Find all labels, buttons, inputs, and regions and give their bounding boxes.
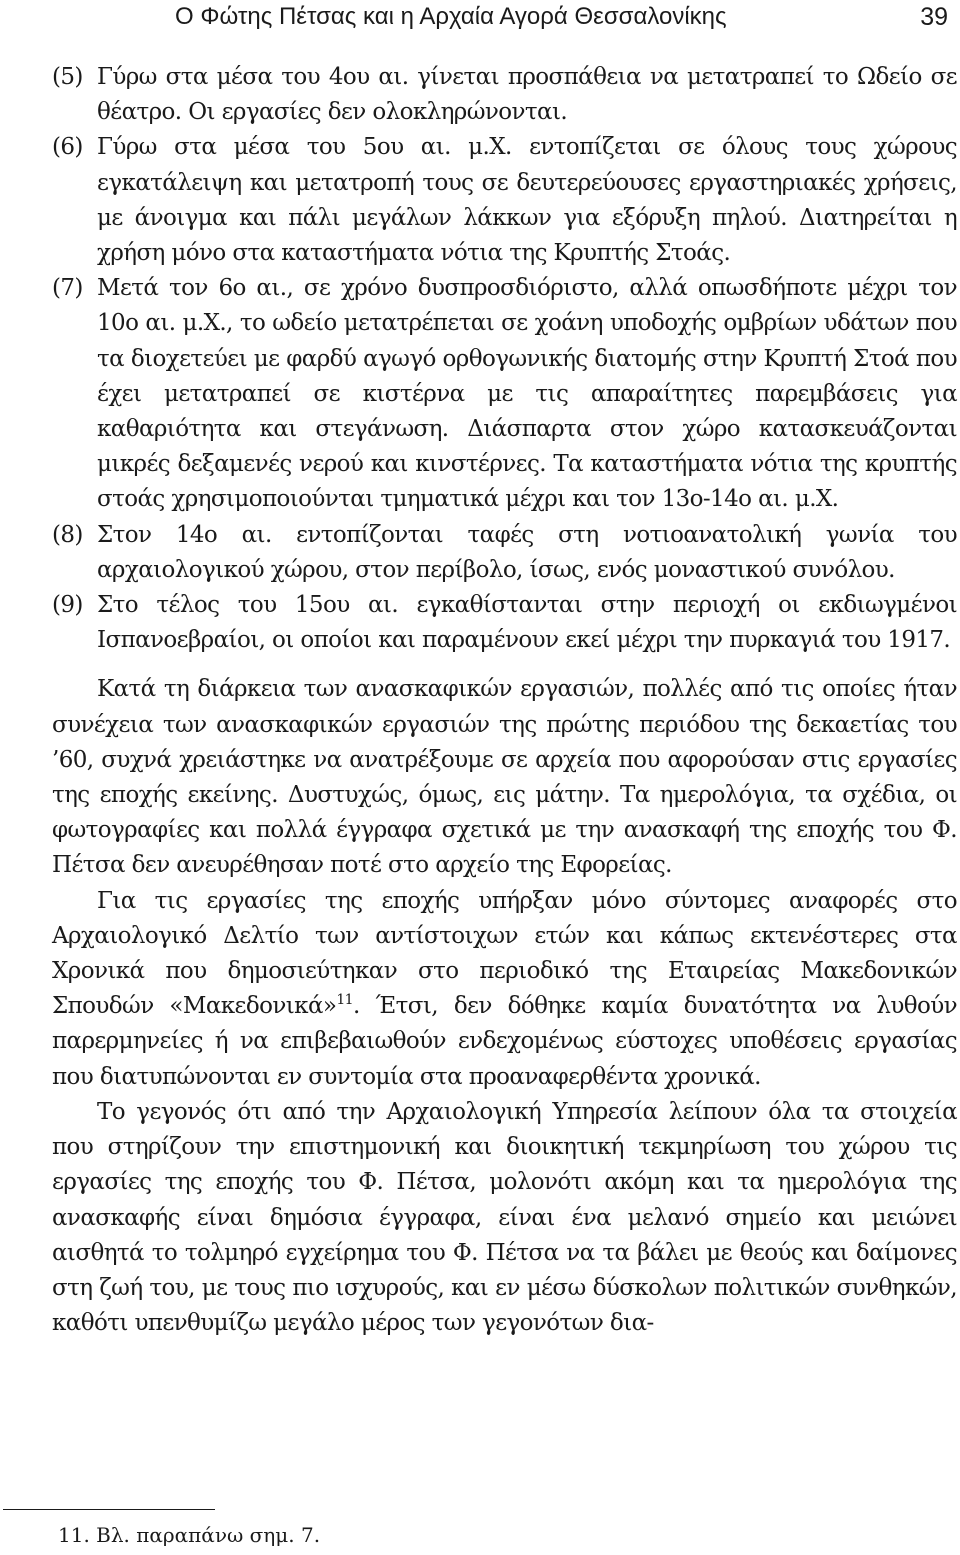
list-item-text: Στον 14ο αι. εντοπίζονται ταφές στη νοτιοανατολική γωνία του αρχαιολογικού χώρου, στον περίβολο, ίσως, ενός μοναστικού συνόλου.: [97, 521, 957, 583]
footnote-reference[interactable]: 11: [336, 992, 353, 1009]
list-item: [52, 271, 957, 517]
running-header: [0, 0, 960, 40]
list-item-text: Γύρω στα μέσα του 4ου αι. γίνεται προσπάθεια να μετατραπεί το Ωδείο σε θέατρο. Οι εργασίες δεν ολοκληρώνονται.: [97, 64, 957, 126]
list-item-number: (7): [52, 275, 83, 302]
running-title: Ο Φώτης Πέτσας και η Αρχαία Αγορά Θεσσαλονίκης: [175, 3, 727, 30]
list-item-number: (9): [52, 592, 83, 619]
chronology-list: [52, 60, 957, 658]
list-item: [52, 60, 957, 130]
paragraph-archives: Κατά τη διάρκεια των ανασκαφικών εργασιών, πολλές από τις οποίες ήταν συνέχεια των ανασκαφικών εργασιών της πρώτης περιόδου της δεκαετίας του ’60, συχνά χρειάστηκε να ανατρέξουμε σε αρχεία που αφορούσαν στις εργασίες της εποχής εκείνης. Δυστυχώς, όμως, εις μάτην. Τα ημερολόγια, τα σχέδια, οι φωτογραφίες και πολλά έγγραφα σχετικά με την ανασκαφή της εποχής του Φ. Πέτσα δεν ανευρέθησαν ποτέ στο αρχείο της Εφορείας.: [52, 676, 957, 879]
list-item-number: (6): [52, 134, 83, 161]
list-item-number: (8): [52, 521, 83, 548]
list-item: [52, 130, 957, 271]
list-item: [52, 518, 957, 588]
paragraph-reports-text-end: . Έτσι, δεν δόθηκε καμία δυνατότητα να λυθούν παρερμηνείες ή να επιβεβαιωθούν ενδεχομένως εύστοχες υποθέσεις εργασίας που διατυπώνονται εν συντομία στα προαναφερθέντα χρονικά.: [52, 993, 957, 1090]
paragraph-reports-text-start: Για τις εργασίες της εποχής υπήρξαν μόνο σύντομες αναφορές στο Αρχαιολογικό Δελτίο των αντίστοιχων ετών και κάπως εκτενέστερες στα Χρονικά που δημοσιεύτηκαν στο περιοδικό της Εταιρείας Μακεδονικών Σπουδών «Μακεδονικά»: [52, 887, 957, 1020]
paragraph-reports: [52, 884, 957, 1095]
list-item-text: Μετά τον 6ο αι., σε χρόνο δυσπροσδιόριστο, αλλά οπωσδήποτε μέχρι τον 10ο αι. μ.Χ., το ωδείο μετατρέπεται σε χοάνη υποδοχής ομβρίων υδάτων που τα διοχετεύει με φαρδύ αγωγό ορθογωνικής διατομής στην Κρυπτή Στοά που έχει μετατραπεί σε κιστέρνα με τις απαραίτητες παρεμβάσεις για καθαριότητα και στεγάνωση. Διάσπαρτα στον χώρο κατασκευάζονται μικρές δεξαμενές νερού και κινστέρνες. Τα καταστήματα νότια της κρυπτής στοάς χρησιμοποιούνται τμηματικά μέχρι και τον 13ο-14ο αι. μ.Χ.: [97, 275, 957, 513]
list-item: [52, 588, 957, 658]
body-text: [52, 60, 957, 1341]
list-item-text: Γύρω στα μέσα του 5ου αι. μ.Χ. εντοπίζεται σε όλους τους χώρους εγκατάλειψη και μετατροπή τους σε δευτερεύουσες εργαστηριακές χρήσεις, με άνοιγμα και πάλι μεγάλων λάκκων για εξόρυξη πηλού. Διατηρείται η χρήση μόνο στα καταστήματα νότια της Κρυπτής Στοάς.: [97, 134, 957, 267]
page-number: 39: [920, 3, 948, 31]
footnote-divider: [3, 1509, 215, 1510]
list-item-text: Στο τέλος του 15ου αι. εγκαθίστανται στην περιοχή οι εκδιωγμένοι Ισπανοεβραίοι, οι οποίοι και παραμένουν εκεί μέχρι την πυρκαγιά του 1917.: [97, 592, 957, 654]
paragraph-missing-records: Το γεγονός ότι από την Αρχαιολογική Υπηρεσία λείπουν όλα τα στοιχεία που στηρίζουν την επιστημονική και διοικητική τεκμηρίωση του χώρου τις εργασίες της εποχής του Φ. Πέτσα, μολονότι ακόμη και τα ημερολόγια της ανασκαφής είναι δημόσια έγγραφα, είναι ένα μελανό σημείο και μειώνει αισθητά το τολμηρό εγχείρημα του Φ. Πέτσα να τα βάλει με θεούς και δαίμονες στη ζωή του, με τους πιο ισχυρούς, και εν μέσω δύσκολων πολιτικών συνθηκών, καθότι υπενθυμίζω μεγάλο μέρος των γεγονότων δια-: [52, 1098, 957, 1337]
footnote: 11. Βλ. παραπάνω σημ. 7.: [58, 1523, 321, 1547]
list-item-number: (5): [52, 64, 83, 90]
